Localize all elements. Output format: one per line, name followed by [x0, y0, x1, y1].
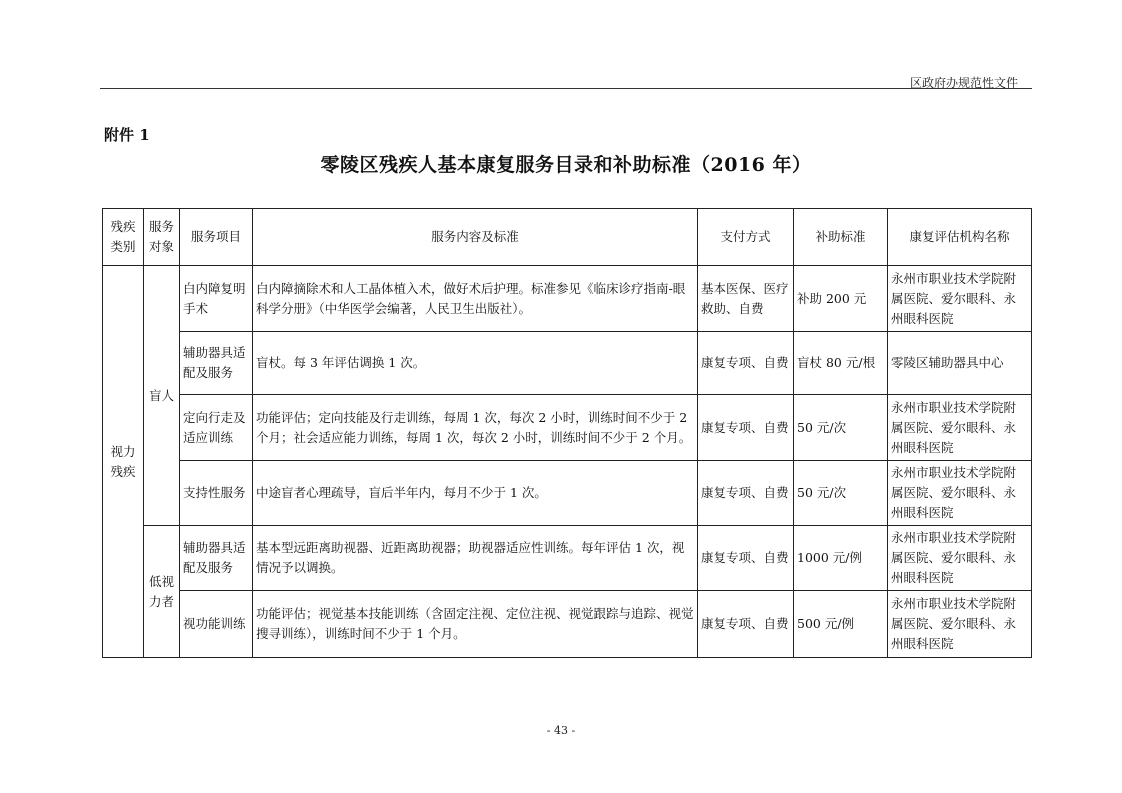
subsidy-standard-cell: 50 元/次 [794, 395, 888, 461]
table-row [103, 395, 1032, 461]
service-content-cell: 中途盲者心理疏导，盲后半年内，每月不少于 1 次。 [253, 461, 698, 526]
service-content-cell: 盲杖。每 3 年评估调换 1 次。 [253, 332, 698, 395]
subsidy-standard-cell: 1000 元/例 [794, 526, 888, 591]
service-catalog-table [102, 208, 1032, 658]
attachment-label: 附件 1 [104, 126, 150, 144]
table-row [103, 461, 1032, 526]
assessment-institution-cell: 零陵区辅助器具中心 [888, 332, 1032, 395]
column-header: 支付方式 [698, 209, 794, 266]
subsidy-standard-cell: 补助 200 元 [794, 266, 888, 332]
payment-method-cell: 康复专项、自费 [698, 461, 794, 526]
subsidy-standard-cell: 50 元/次 [794, 461, 888, 526]
target-group-cell: 盲人 [144, 266, 180, 526]
service-item-cell: 定向行走及适应训练 [180, 395, 253, 461]
document-type-note: 区政府办规范性文件 [909, 76, 1018, 90]
payment-method-cell: 康复专项、自费 [698, 526, 794, 591]
subsidy-standard-cell: 盲杖 80 元/根 [794, 332, 888, 395]
column-header: 残疾类别 [103, 209, 144, 266]
page-title: 零陵区残疾人基本康复服务目录和补助标准（2016 年） [320, 154, 812, 176]
table-header-row [103, 209, 1032, 266]
page-number: - 43 - [546, 724, 576, 737]
column-header: 服务对象 [144, 209, 180, 266]
header-divider [100, 88, 1032, 89]
assessment-institution-cell: 永州市职业技术学院附属医院、爱尔眼科、永州眼科医院 [888, 526, 1032, 591]
service-item-cell: 辅助器具适配及服务 [180, 526, 253, 591]
payment-method-cell: 康复专项、自费 [698, 395, 794, 461]
column-header: 补助标准 [794, 209, 888, 266]
service-item-cell: 视功能训练 [180, 591, 253, 658]
assessment-institution-cell: 永州市职业技术学院附属医院、爱尔眼科、永州眼科医院 [888, 461, 1032, 526]
target-group-cell: 低视力者 [144, 526, 180, 658]
service-content-cell: 白内障摘除术和人工晶体植入术，做好术后护理。标准参见《临床诊疗指南-眼科学分册》（中华医学会编著，人民卫生出版社）。 [253, 266, 698, 332]
column-header: 康复评估机构名称 [888, 209, 1032, 266]
table-row [103, 591, 1032, 658]
service-content-cell: 基本型远距离助视器、近距离助视器；助视器适应性训练。每年评估 1 次，视情况予以调换。 [253, 526, 698, 591]
service-content-cell: 功能评估；定向技能及行走训练，每周 1 次，每次 2 小时，训练时间不少于 2 个月；社会适应能力训练，每周 1 次，每次 2 小时，训练时间不少于 2 个月。 [253, 395, 698, 461]
service-item-cell: 白内障复明手术 [180, 266, 253, 332]
table-row [103, 526, 1032, 591]
assessment-institution-cell: 永州市职业技术学院附属医院、爱尔眼科、永州眼科医院 [888, 591, 1032, 658]
service-content-cell: 功能评估；视觉基本技能训练（含固定注视、定位注视、视觉跟踪与追踪、视觉搜寻训练），训练时间不少于 1 个月。 [253, 591, 698, 658]
table-row [103, 266, 1032, 332]
subsidy-standard-cell: 500 元/例 [794, 591, 888, 658]
payment-method-cell: 基本医保、医疗救助、自费 [698, 266, 794, 332]
payment-method-cell: 康复专项、自费 [698, 332, 794, 395]
assessment-institution-cell: 永州市职业技术学院附属医院、爱尔眼科、永州眼科医院 [888, 395, 1032, 461]
table-row [103, 332, 1032, 395]
payment-method-cell: 康复专项、自费 [698, 591, 794, 658]
service-item-cell: 支持性服务 [180, 461, 253, 526]
disability-category-cell: 视力残疾 [103, 266, 144, 658]
assessment-institution-cell: 永州市职业技术学院附属医院、爱尔眼科、永州眼科医院 [888, 266, 1032, 332]
column-header: 服务内容及标准 [253, 209, 698, 266]
column-header: 服务项目 [180, 209, 253, 266]
service-item-cell: 辅助器具适配及服务 [180, 332, 253, 395]
